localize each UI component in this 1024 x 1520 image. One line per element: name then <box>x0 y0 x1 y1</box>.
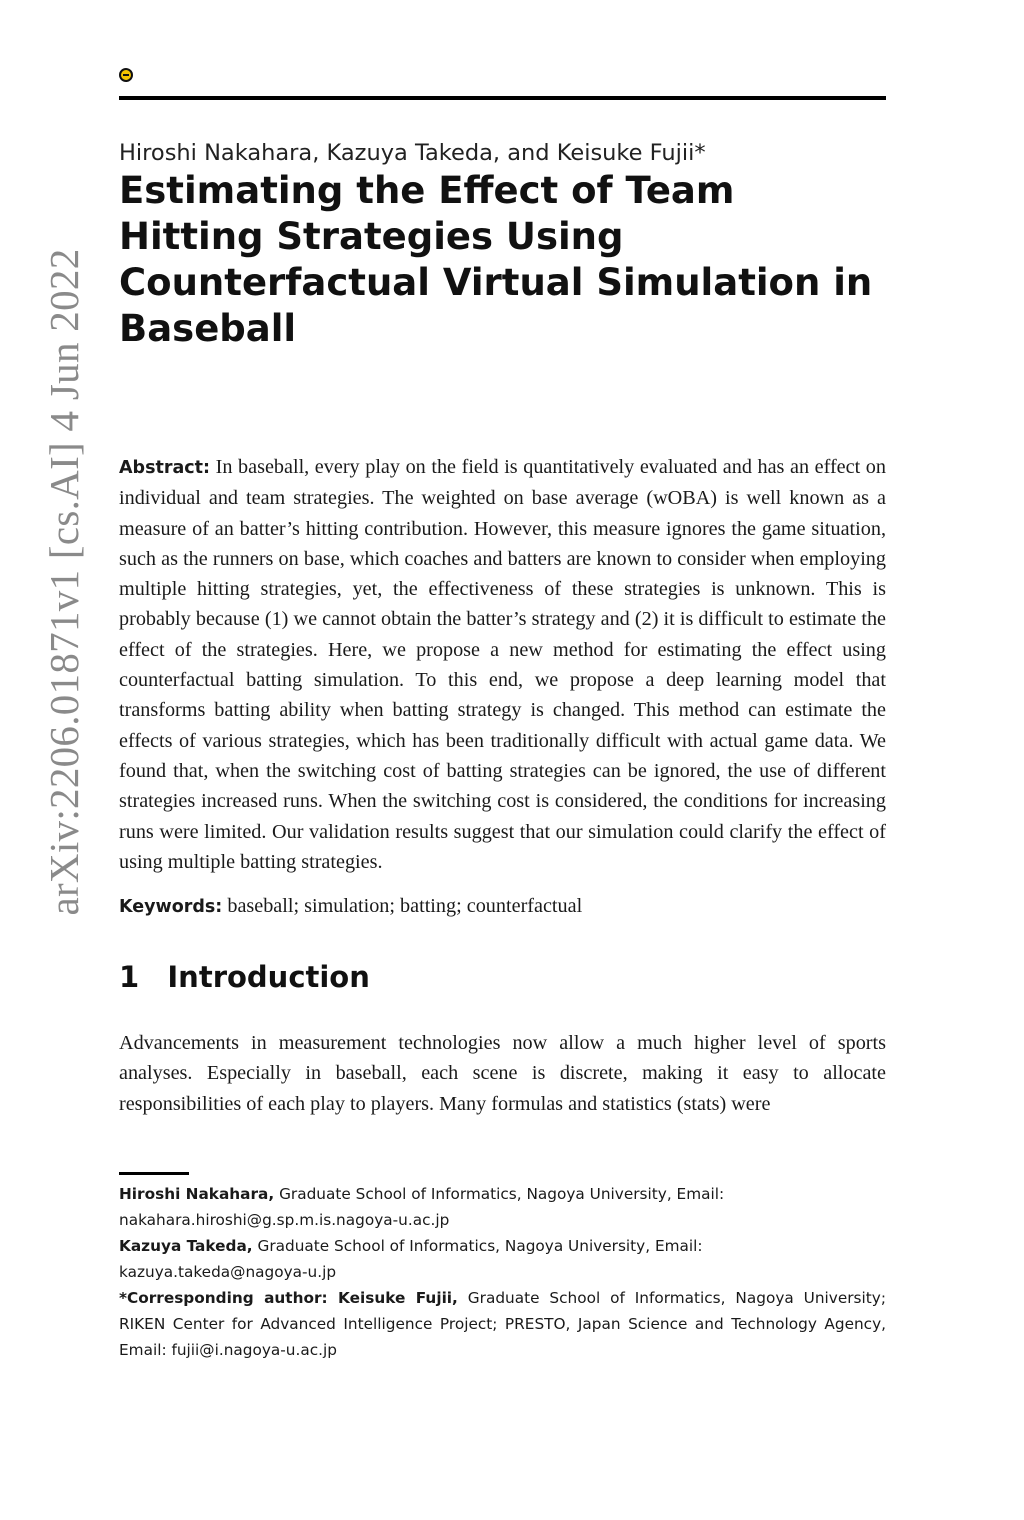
footnote-author-3-affiliation: Graduate School of Informatics, Nagoya University; RIKEN Center for Advanced Intelligence Project; PRESTO, Japan Science and Technology Agency, Email: fujii@i.nagoya-u.ac.jp <box>119 1289 886 1359</box>
footnote-author-1-affiliation: Graduate School of Informatics, Nagoya University, Email: <box>279 1185 725 1203</box>
section-number: 1 <box>119 960 140 995</box>
footnote-author-1-name: Hiroshi Nakahara, <box>119 1185 275 1203</box>
abstract-label: Abstract: <box>119 458 211 478</box>
footnote-author-3 <box>119 1285 886 1363</box>
author-footnotes <box>119 1181 886 1363</box>
abstract <box>119 452 886 877</box>
footnote-author-1 <box>119 1181 886 1207</box>
header-rule <box>119 96 886 100</box>
author-list: Hiroshi Nakahara, Kazuya Takeda, and Keisuke Fujii* <box>119 140 706 166</box>
keywords-label: Keywords: <box>119 897 223 918</box>
open-access-icon <box>119 68 133 82</box>
footnote-author-2-name: Kazuya Takeda, <box>119 1237 253 1255</box>
footnote-author-1-email: nakahara.hiroshi@g.sp.m.is.nagoya-u.ac.jp <box>119 1211 450 1229</box>
section-heading <box>119 957 886 997</box>
footnote-author-2 <box>119 1233 886 1259</box>
footnote-rule <box>119 1172 189 1175</box>
footnote-author-3-name: *Corresponding author: Keisuke Fujii, <box>119 1289 458 1307</box>
paper-title: Estimating the Effect of Team Hitting Strategies Using Counterfactual Virtual Simulation in Baseball <box>119 169 873 350</box>
keywords-text: baseball; simulation; batting; counterfactual <box>227 895 583 918</box>
arxiv-side-stamp: arXiv:2206.01871v1 [cs.AI] 4 Jun 2022 <box>41 248 87 916</box>
introduction-paragraph: Advancements in measurement technologies now allow a much higher level of sports analyses. Especially in baseball, each scene is discrete, making it easy to allocate responsibilities of each play to players. Many formulas and statistics (stats) were <box>119 1032 886 1115</box>
article-body <box>119 138 886 1119</box>
footnote-author-2-email: kazuya.takeda@nagoya-u.jp <box>119 1263 337 1281</box>
section-title: Introduction <box>167 960 370 995</box>
abstract-text: In baseball, every play on the field is quantitatively evaluated and has an effect on individual and team strategies. The weighted on base average (wOBA) is well known as a measure of an batter’s hitting contribution. However, this measure ignores the game situation, such as the runners on base, which coaches and batters are known to consider when employing multiple hitting strategies, yet, the effectiveness of these strategies is unknown. This is probably because (1) we cannot obtain the batter’s strategy and (2) it is difficult to estimate the effect of the strategies. Here, we propose a new method for estimating the effect using counterfactual batting simulation. To this end, we propose a deep learning model that transforms batting ability when batting strategy is changed. This method can estimate the effects of various strategies, which has been traditionally difficult with actual game data. We found that, when the switching cost of batting strategies can be ignored, the use of different strategies increased runs. When the switching cost is considered, the conditions for increasing runs were limited. Our validation results suggest that our simulation could clarify the effect of using multiple batting strategies. <box>119 456 886 873</box>
footnote-author-2-affiliation: Graduate School of Informatics, Nagoya University, Email: <box>257 1237 703 1255</box>
keywords <box>119 891 886 922</box>
